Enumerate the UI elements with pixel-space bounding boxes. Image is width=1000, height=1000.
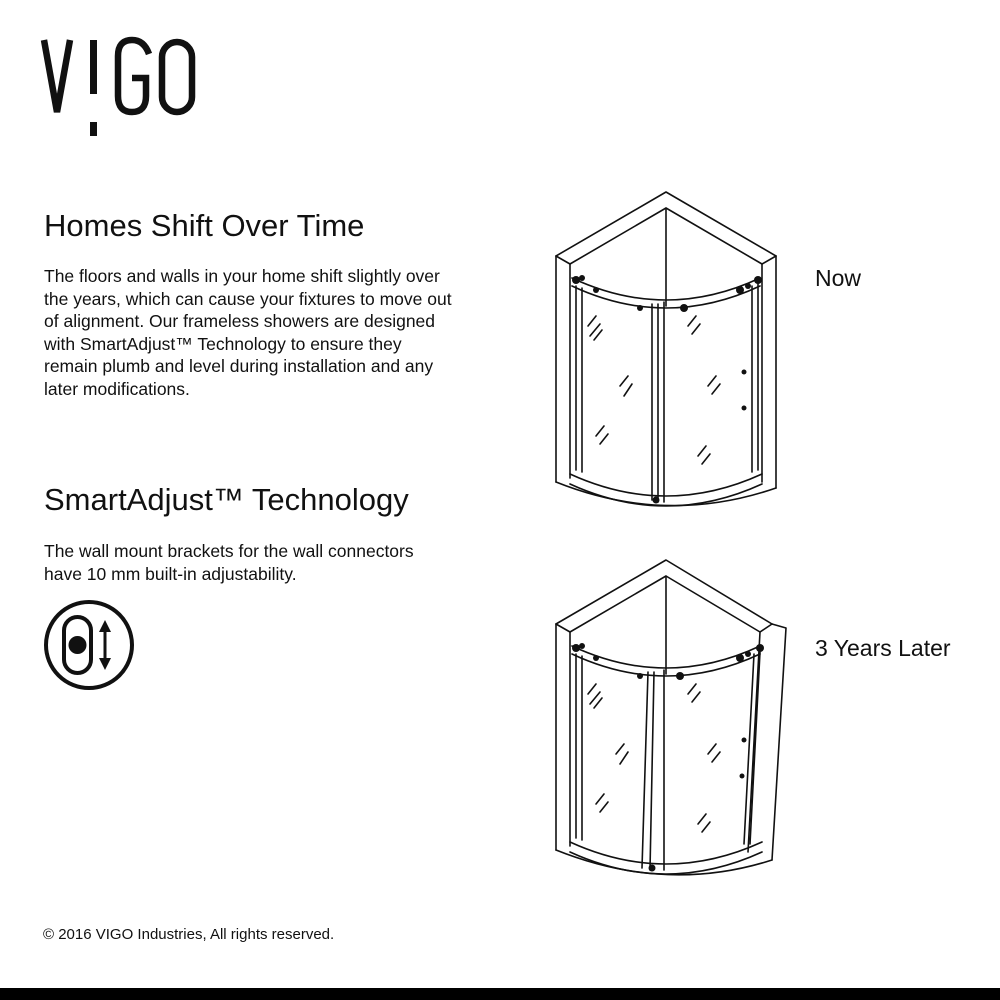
shower-enclosure-now-illustration — [548, 186, 794, 516]
vigo-logo — [40, 36, 200, 140]
body-line: The floors and walls in your home shift slightly over — [44, 266, 440, 286]
body-line: remain plumb and level during installation and any — [44, 356, 434, 376]
adjustable-bracket-icon — [42, 600, 138, 690]
body-line: with SmartAdjust™ Technology to ensure they — [44, 333, 402, 354]
bottom-bar — [0, 988, 1000, 1000]
section-body-shift — [44, 265, 514, 400]
section-title-shift: Homes Shift Over Time — [44, 208, 365, 243]
caption-3-years-later: 3 Years Later — [815, 635, 951, 661]
section-body-smartadjust — [44, 540, 504, 585]
body-line: of alignment. Our frameless showers are designed — [44, 311, 436, 331]
body-line: later modifications. — [44, 378, 190, 399]
body-line: have 10 mm built-in adjustability. — [44, 563, 297, 584]
body-line: The wall mount brackets for the wall connectors — [44, 541, 414, 561]
body-line: the years, which can cause your fixtures to move out — [44, 288, 452, 309]
caption-now: Now — [815, 265, 862, 291]
shower-enclosure-later-illustration — [548, 554, 794, 884]
copyright-text: © 2016 VIGO Industries, All rights reserved. — [43, 926, 335, 943]
section-title-smartadjust: SmartAdjust™ Technology — [44, 482, 409, 517]
